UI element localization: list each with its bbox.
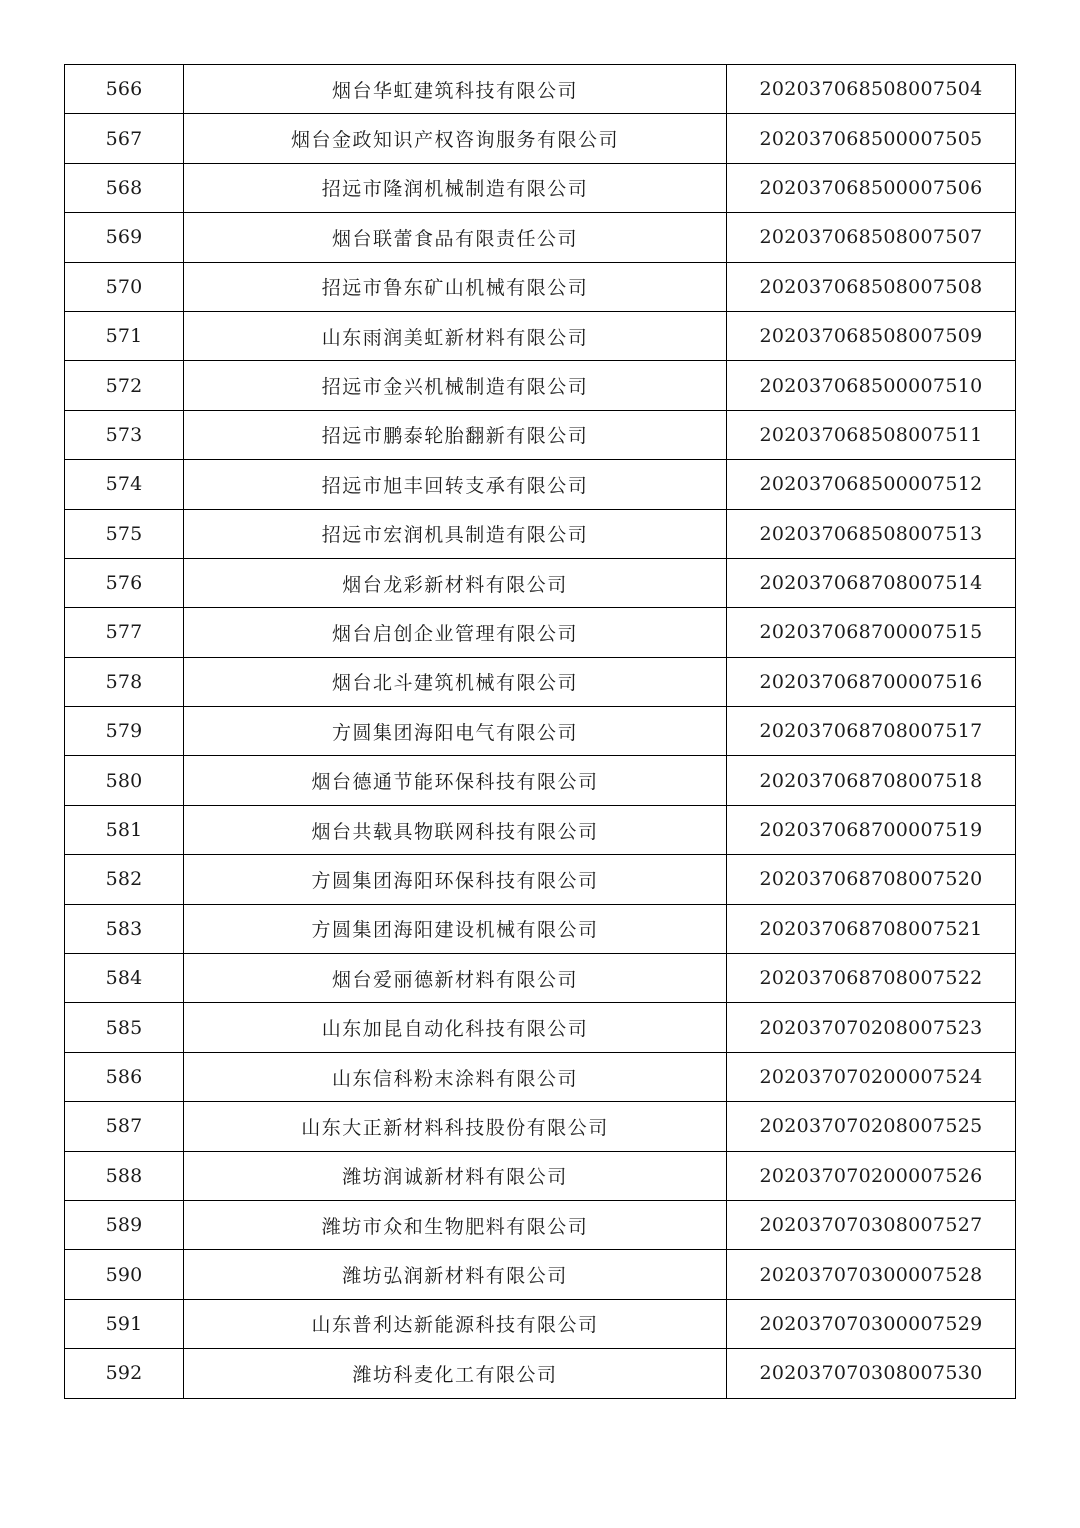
registration-code-cell: 202037068508007509 <box>727 311 1016 360</box>
table-row <box>65 855 1016 904</box>
company-name-cell: 潍坊弘润新材料有限公司 <box>184 1250 727 1299</box>
company-name-cell: 烟台金政知识产权咨询服务有限公司 <box>184 114 727 163</box>
table-row <box>65 361 1016 410</box>
table-row <box>65 65 1016 114</box>
table-row <box>65 1151 1016 1200</box>
registration-code-cell: 202037068708007514 <box>727 558 1016 607</box>
registration-code-cell: 202037070308007527 <box>727 1200 1016 1249</box>
registration-code-cell: 202037068508007511 <box>727 410 1016 459</box>
table-row <box>65 311 1016 360</box>
company-name-cell: 招远市鲁东矿山机械有限公司 <box>184 262 727 311</box>
table-row <box>65 558 1016 607</box>
company-name-cell: 山东普利达新能源科技有限公司 <box>184 1299 727 1348</box>
company-name-cell: 烟台龙彩新材料有限公司 <box>184 558 727 607</box>
table-row <box>65 1349 1016 1398</box>
company-name-cell: 招远市隆润机械制造有限公司 <box>184 163 727 212</box>
row-number-cell: 572 <box>65 361 184 410</box>
registration-code-cell: 202037068700007515 <box>727 608 1016 657</box>
company-name-cell: 潍坊科麦化工有限公司 <box>184 1349 727 1398</box>
table-row <box>65 657 1016 706</box>
table-row <box>65 213 1016 262</box>
registration-code-cell: 202037068708007520 <box>727 855 1016 904</box>
row-number-cell: 578 <box>65 657 184 706</box>
company-name-cell: 潍坊市众和生物肥料有限公司 <box>184 1200 727 1249</box>
table-row <box>65 756 1016 805</box>
row-number-cell: 591 <box>65 1299 184 1348</box>
row-number-cell: 579 <box>65 707 184 756</box>
row-number-cell: 577 <box>65 608 184 657</box>
table-row <box>65 460 1016 509</box>
company-name-cell: 方圆集团海阳环保科技有限公司 <box>184 855 727 904</box>
row-number-cell: 589 <box>65 1200 184 1249</box>
company-name-cell: 招远市金兴机械制造有限公司 <box>184 361 727 410</box>
row-number-cell: 585 <box>65 1003 184 1052</box>
registry-table-body <box>65 65 1016 1399</box>
table-row <box>65 410 1016 459</box>
registration-code-cell: 202037070200007526 <box>727 1151 1016 1200</box>
company-name-cell: 烟台共载具物联网科技有限公司 <box>184 805 727 854</box>
company-name-cell: 山东信科粉末涂料有限公司 <box>184 1052 727 1101</box>
company-registry-table <box>64 64 1016 1399</box>
company-name-cell: 潍坊润诚新材料有限公司 <box>184 1151 727 1200</box>
registration-code-cell: 202037068708007517 <box>727 707 1016 756</box>
row-number-cell: 582 <box>65 855 184 904</box>
company-name-cell: 山东加昆自动化科技有限公司 <box>184 1003 727 1052</box>
row-number-cell: 570 <box>65 262 184 311</box>
row-number-cell: 569 <box>65 213 184 262</box>
row-number-cell: 584 <box>65 954 184 1003</box>
table-row <box>65 1250 1016 1299</box>
registration-code-cell: 202037068500007506 <box>727 163 1016 212</box>
row-number-cell: 568 <box>65 163 184 212</box>
registration-code-cell: 202037068508007507 <box>727 213 1016 262</box>
company-name-cell: 烟台启创企业管理有限公司 <box>184 608 727 657</box>
row-number-cell: 566 <box>65 65 184 114</box>
registry-sheet <box>64 64 1015 1399</box>
table-row <box>65 954 1016 1003</box>
registration-code-cell: 202037070300007528 <box>727 1250 1016 1299</box>
row-number-cell: 575 <box>65 509 184 558</box>
registration-code-cell: 202037068708007522 <box>727 954 1016 1003</box>
company-name-cell: 山东大正新材料科技股份有限公司 <box>184 1102 727 1151</box>
company-name-cell: 方圆集团海阳建设机械有限公司 <box>184 904 727 953</box>
row-number-cell: 581 <box>65 805 184 854</box>
registration-code-cell: 202037068500007505 <box>727 114 1016 163</box>
row-number-cell: 590 <box>65 1250 184 1299</box>
table-row <box>65 1102 1016 1151</box>
table-row <box>65 805 1016 854</box>
table-row <box>65 1200 1016 1249</box>
registration-code-cell: 202037070208007523 <box>727 1003 1016 1052</box>
registration-code-cell: 202037068508007513 <box>727 509 1016 558</box>
registration-code-cell: 202037070300007529 <box>727 1299 1016 1348</box>
company-name-cell: 方圆集团海阳电气有限公司 <box>184 707 727 756</box>
company-name-cell: 烟台爱丽德新材料有限公司 <box>184 954 727 1003</box>
registration-code-cell: 202037068708007518 <box>727 756 1016 805</box>
registration-code-cell: 202037070308007530 <box>727 1349 1016 1398</box>
row-number-cell: 567 <box>65 114 184 163</box>
table-row <box>65 163 1016 212</box>
registration-code-cell: 202037068500007510 <box>727 361 1016 410</box>
company-name-cell: 招远市旭丰回转支承有限公司 <box>184 460 727 509</box>
registration-code-cell: 202037068508007508 <box>727 262 1016 311</box>
company-name-cell: 招远市鹏泰轮胎翻新有限公司 <box>184 410 727 459</box>
table-row <box>65 1003 1016 1052</box>
company-name-cell: 山东雨润美虹新材料有限公司 <box>184 311 727 360</box>
registration-code-cell: 202037070200007524 <box>727 1052 1016 1101</box>
row-number-cell: 580 <box>65 756 184 805</box>
table-row <box>65 509 1016 558</box>
registration-code-cell: 202037068500007512 <box>727 460 1016 509</box>
table-row <box>65 1052 1016 1101</box>
registration-code-cell: 202037068708007521 <box>727 904 1016 953</box>
table-row <box>65 114 1016 163</box>
row-number-cell: 586 <box>65 1052 184 1101</box>
company-name-cell: 招远市宏润机具制造有限公司 <box>184 509 727 558</box>
table-row <box>65 904 1016 953</box>
registration-code-cell: 202037070208007525 <box>727 1102 1016 1151</box>
registration-code-cell: 202037068700007519 <box>727 805 1016 854</box>
company-name-cell: 烟台华虹建筑科技有限公司 <box>184 65 727 114</box>
row-number-cell: 576 <box>65 558 184 607</box>
company-name-cell: 烟台联蕾食品有限责任公司 <box>184 213 727 262</box>
registration-code-cell: 202037068700007516 <box>727 657 1016 706</box>
table-row <box>65 707 1016 756</box>
table-row <box>65 608 1016 657</box>
row-number-cell: 574 <box>65 460 184 509</box>
registration-code-cell: 202037068508007504 <box>727 65 1016 114</box>
row-number-cell: 583 <box>65 904 184 953</box>
row-number-cell: 588 <box>65 1151 184 1200</box>
table-row <box>65 262 1016 311</box>
table-row <box>65 1299 1016 1348</box>
company-name-cell: 烟台北斗建筑机械有限公司 <box>184 657 727 706</box>
company-name-cell: 烟台德通节能环保科技有限公司 <box>184 756 727 805</box>
row-number-cell: 571 <box>65 311 184 360</box>
row-number-cell: 573 <box>65 410 184 459</box>
row-number-cell: 587 <box>65 1102 184 1151</box>
row-number-cell: 592 <box>65 1349 184 1398</box>
